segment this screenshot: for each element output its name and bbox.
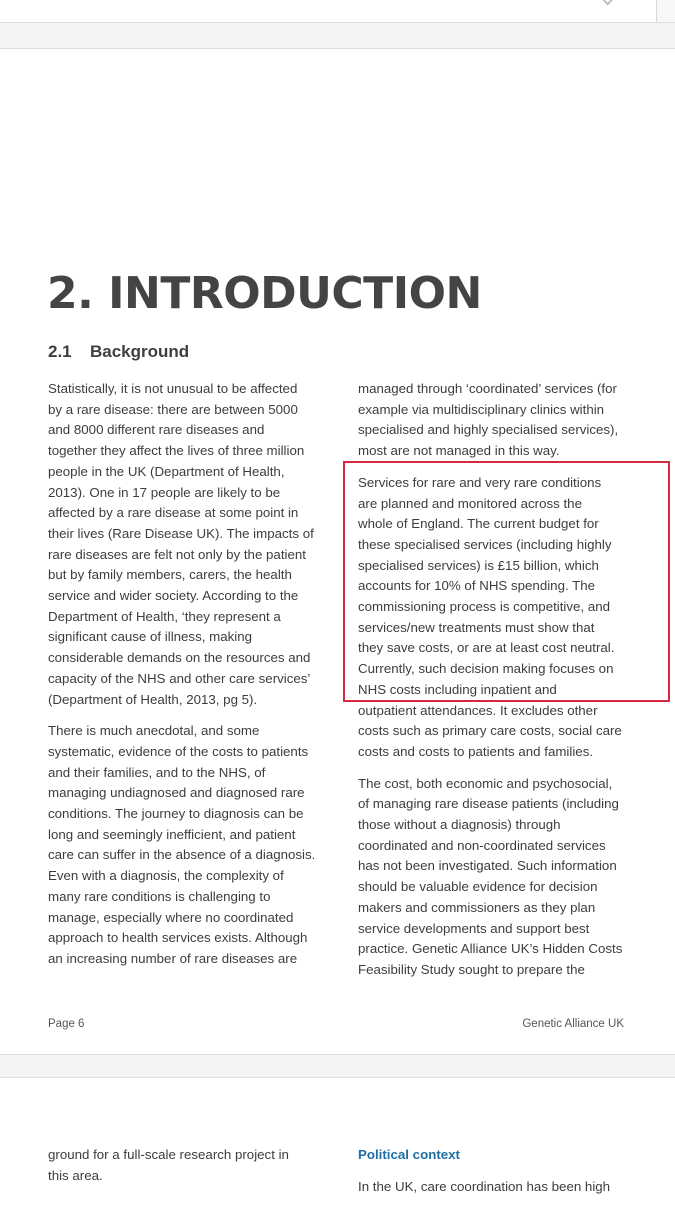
- footer-organisation: Genetic Alliance UK: [522, 1018, 624, 1030]
- left-column-line: long and seemingly inefficient, and patient: [48, 826, 296, 842]
- next-page-left-column: [48, 1145, 289, 1186]
- section-heading: [48, 342, 189, 362]
- left-column-line: approach to health services exists. Although: [48, 930, 308, 946]
- right-column-line: has not been investigated. Such information: [358, 858, 617, 874]
- next-right-line: In the UK, care coordination has been high: [358, 1178, 611, 1194]
- right-column-line: services/new treatments must show that: [358, 619, 595, 635]
- right-column-line: Currently, such decision making focuses on: [358, 661, 614, 677]
- right-column-line: of managing rare disease patients (including: [358, 796, 619, 812]
- previous-page-edge: [0, 0, 675, 23]
- next-left-line: ground for a full-scale research project in: [48, 1147, 289, 1162]
- right-column-line: they save costs, or are at least cost neutral.: [358, 640, 615, 656]
- right-column-line: are planned and monitored across the: [358, 495, 582, 511]
- right-column-line: specialised and highly specialised services),: [358, 422, 619, 438]
- left-column-line: and 8000 different rare diseases and: [48, 422, 265, 438]
- right-column-line: service developments and support best: [358, 920, 590, 936]
- right-column-line: these specialised services (including highly: [358, 536, 612, 552]
- left-column-line: 2013). One in 17 people are likely to be: [48, 484, 281, 500]
- left-column-line: service and wider society. According to the: [48, 588, 299, 604]
- section-number: 2.1: [48, 342, 72, 361]
- paragraph-gap: [358, 763, 638, 774]
- paragraph-gap: [48, 710, 328, 721]
- right-column-line: example via multidisciplinary clinics within: [358, 401, 605, 417]
- paragraph-gap: [358, 1166, 610, 1177]
- right-column-line: coordinated and non-coordinated services: [358, 837, 606, 853]
- right-column-line: managed through ‘coordinated’ services (for: [358, 381, 617, 396]
- scrollbar-edge[interactable]: [656, 0, 675, 22]
- right-column-line: accounts for 10% of NHS spending. The: [358, 578, 596, 594]
- footer-page-number: Page 6: [48, 1018, 85, 1030]
- left-column-line: conditions. The journey to diagnosis can be: [48, 806, 304, 822]
- right-column-line: The cost, both economic and psychosocial,: [358, 775, 613, 791]
- left-column-line: and their families, and to the NHS, of: [48, 764, 266, 780]
- left-column-line: Department of Health, ‘they represent a: [48, 608, 281, 624]
- right-column-line: whole of England. The current budget for: [358, 516, 599, 532]
- left-column-line: considerable demands on the resources and: [48, 650, 311, 666]
- next-left-line: this area.: [48, 1167, 103, 1183]
- left-column-line: rare diseases are felt not only by the patient: [48, 546, 306, 562]
- right-column-line: costs such as primary care costs, social care: [358, 723, 622, 739]
- document-page: [0, 48, 675, 1055]
- left-column-line: managing undiagnosed and diagnosed rare: [48, 785, 305, 801]
- right-column-line: practice. Genetic Alliance UK’s Hidden Costs: [358, 941, 623, 957]
- left-column-line: but by family members, carers, the health: [48, 567, 292, 583]
- left-column-line: There is much anecdotal, and some: [48, 723, 260, 739]
- left-text-column: [48, 379, 328, 970]
- left-column-line: many rare conditions is challenging to: [48, 888, 271, 904]
- section-title: Background: [90, 342, 190, 361]
- left-column-line: (Department of Health, 2013, pg 5).: [48, 691, 258, 707]
- left-column-line: people in the UK (Department of Health,: [48, 463, 285, 479]
- chapter-title: 2. INTRODUCTION: [47, 268, 482, 319]
- highlight-annotation-box: [343, 461, 670, 702]
- left-column-line: Statistically, it is not unusual to be affected: [48, 381, 298, 396]
- right-column-line: NHS costs including inpatient and: [358, 681, 557, 697]
- right-column-line: should be valuable evidence for decision: [358, 879, 598, 895]
- next-document-page: [0, 1077, 675, 1218]
- right-column-line: outpatient attendances. It excludes other: [358, 702, 598, 718]
- left-column-line: systematic, evidence of the costs to patients: [48, 743, 309, 759]
- left-column-line: affected by a rare disease at some point in: [48, 505, 299, 521]
- right-column-line: specialised services) is £15 billion, which: [358, 557, 599, 573]
- right-column-line: those without a diagnosis) through: [358, 817, 561, 833]
- right-column-line: makers and commissioners as they plan: [358, 899, 596, 915]
- left-column-line: capacity of the NHS and other care services’: [48, 670, 311, 686]
- right-column-line: most are not managed in this way.: [358, 443, 560, 459]
- left-column-line: significant cause of illness, making: [48, 629, 252, 645]
- page-corner-mark-icon: [601, 0, 614, 5]
- next-page-right-column: [358, 1145, 610, 1197]
- left-column-line: their lives (Rare Disease UK). The impacts of: [48, 525, 314, 541]
- left-column-line: care can suffer in the absence of a diagnosis.: [48, 847, 316, 863]
- right-column-line: Services for rare and very rare conditions: [358, 474, 602, 490]
- left-column-line: Even with a diagnosis, the complexity of: [48, 868, 284, 884]
- right-column-line: commissioning process is competitive, and: [358, 599, 611, 615]
- left-column-line: together they affect the lives of three million: [48, 443, 305, 459]
- right-column-line: Feasibility Study sought to prepare the: [358, 961, 585, 977]
- left-column-line: manage, especially where no coordinated: [48, 909, 294, 925]
- right-column-line: costs and costs to patients and families.: [358, 743, 594, 759]
- political-context-subheading: Political context: [358, 1147, 460, 1162]
- left-column-line: by a rare disease: there are between 5000: [48, 401, 298, 417]
- left-column-line: an increasing number of rare diseases are: [48, 950, 298, 966]
